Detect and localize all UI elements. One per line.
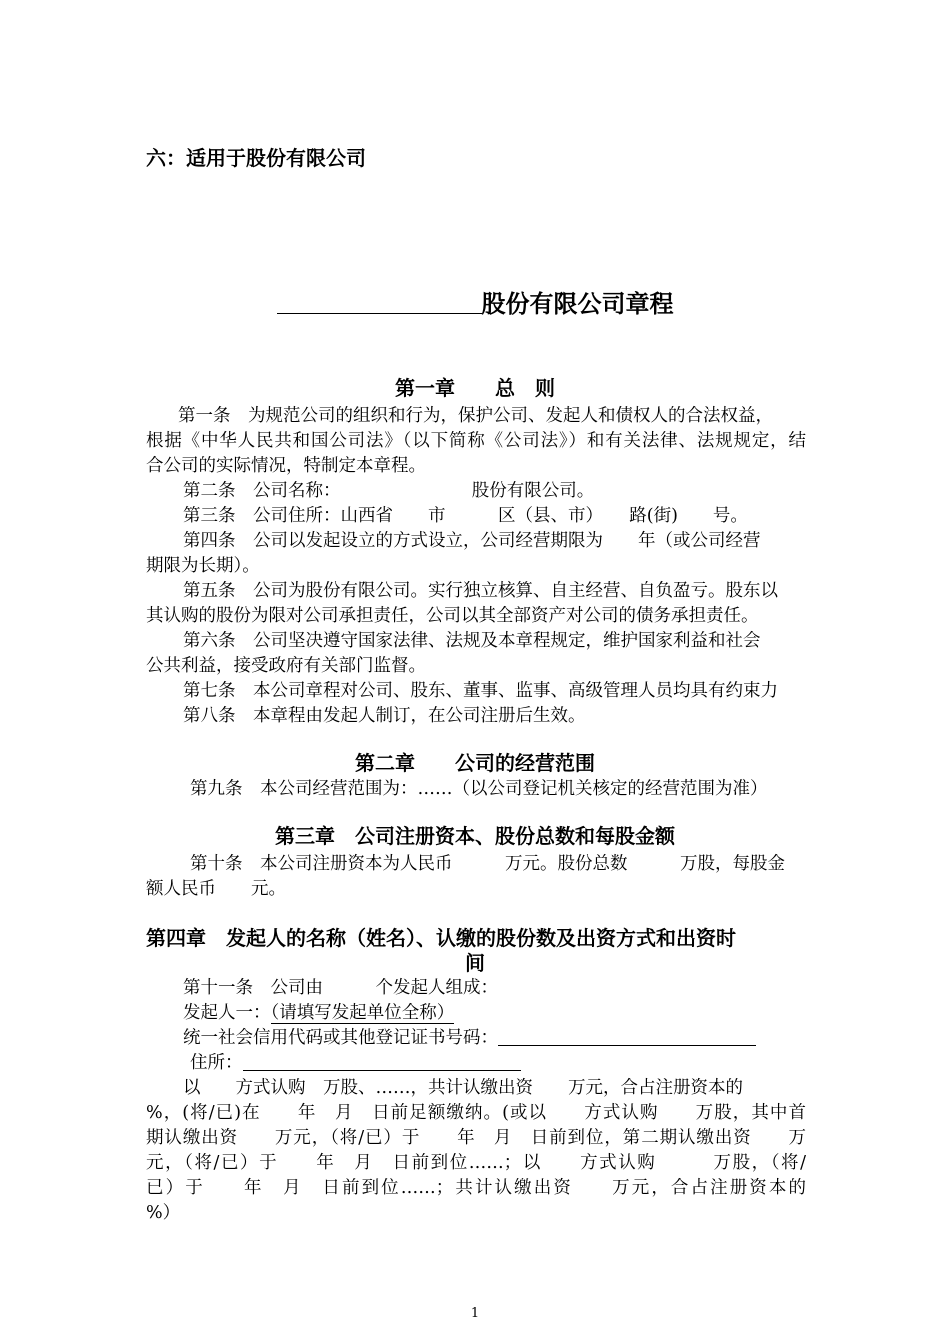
contribution-line-6: %） (146, 1203, 181, 1223)
article-1-line-2: 根据《中华人民共和国公司法》（以下简称《公司法》）和有关法律、法规规定，结 (146, 431, 806, 451)
article-7: 第七条 本公司章程对公司、股东、董事、监事、高级管理人员均具有约束力 (183, 681, 778, 701)
promoter-name-field[interactable]: （请填写发起单位全称） (270, 1003, 455, 1023)
document-title-text: 股份有限公司章程 (481, 289, 674, 318)
contribution-line-1: 以 方式认购 万股、……，共计认缴出资 万元，合占注册资本的 (183, 1078, 743, 1098)
article-5-line-2: 其认购的股份为限对公司承担责任，公司以其全部资产对公司的债务承担责任。 (146, 606, 759, 626)
chapter-3-heading: 第三章 公司注册资本、股份总数和每股金额 (275, 824, 675, 848)
article-1-line-3: 合公司的实际情况，特制定本章程。 (146, 456, 426, 476)
chapter-2-heading: 第二章 公司的经营范围 (355, 751, 595, 775)
article-6-line-2: 公共利益，接受政府有关部门监督。 (146, 656, 426, 676)
article-10-line-2: 额人民币 元。 (146, 879, 286, 899)
credit-code-row (183, 1024, 756, 1049)
article-6-line-1: 第六条 公司坚决遵守国家法律、法规及本章程规定，维护国家利益和社会 (183, 631, 761, 651)
article-2: 第二条 公司名称： 股份有限公司。 (183, 481, 595, 501)
article-5-line-1: 第五条 公司为股份有限公司。实行独立核算、自主经营、自负盈亏。股东以 (183, 581, 778, 601)
credit-code-field[interactable] (498, 1027, 756, 1046)
promoter-one-row (183, 999, 454, 1024)
article-4-line-1: 第四条 公司以发起设立的方式设立，公司经营期限为 年（或公司经营 (183, 531, 761, 551)
company-name-blank (277, 287, 482, 314)
chapter-4-heading-line-2: 间 (465, 951, 485, 975)
contribution-line-5: 已）于 年 月 日前到位……；共计认缴出资 万元，合占注册资本的 (146, 1178, 806, 1198)
contribution-line-3: 期认缴出资 万元，（将/已）于 年 月 日前到位，第二期认缴出资 万 (146, 1128, 806, 1148)
article-8: 第八条 本章程由发起人制订，在公司注册后生效。 (183, 706, 586, 726)
article-10-line-1: 第十条 本公司注册资本为人民币 万元。股份总数 万股，每股金 (190, 854, 785, 874)
promoter-label: 发起人一： (183, 1003, 271, 1023)
credit-code-label: 统一社会信用代码或其他登记证书号码： (183, 1028, 498, 1048)
article-11: 第十一条 公司由 个发起人组成： (183, 978, 498, 998)
section-heading: 六：适用于股份有限公司 (146, 146, 366, 170)
chapter-4-heading-line-1: 第四章 发起人的名称（姓名）、认缴的股份数及出资方式和出资时 (146, 926, 736, 950)
chapter-1-heading: 第一章 总 则 (395, 376, 555, 400)
address-label: 住所： (190, 1053, 243, 1073)
article-9: 第九条 本公司经营范围为：……（以公司登记机关核定的经营范围为准） (190, 779, 768, 799)
contribution-line-2: %，(将/已)在 年 月 日前足额缴纳。(或以 方式认购 万股，其中首 (146, 1103, 806, 1123)
page-number: 1 (470, 1306, 480, 1321)
contribution-line-4: 元，（将/已）于 年 月 日前到位……；以 方式认购 万股，（将/ (146, 1153, 806, 1173)
article-4-line-2: 期限为长期）。 (146, 556, 260, 576)
article-1-line-1: 第一条 为规范公司的组织和行为，保护公司、发起人和债权人的合法权益， (178, 406, 773, 426)
article-3: 第三条 公司住所：山西省 市 区（县、市） 路(街) 号。 (183, 506, 748, 526)
address-row (190, 1049, 521, 1074)
document-title (0, 284, 950, 319)
address-field[interactable] (243, 1052, 521, 1071)
